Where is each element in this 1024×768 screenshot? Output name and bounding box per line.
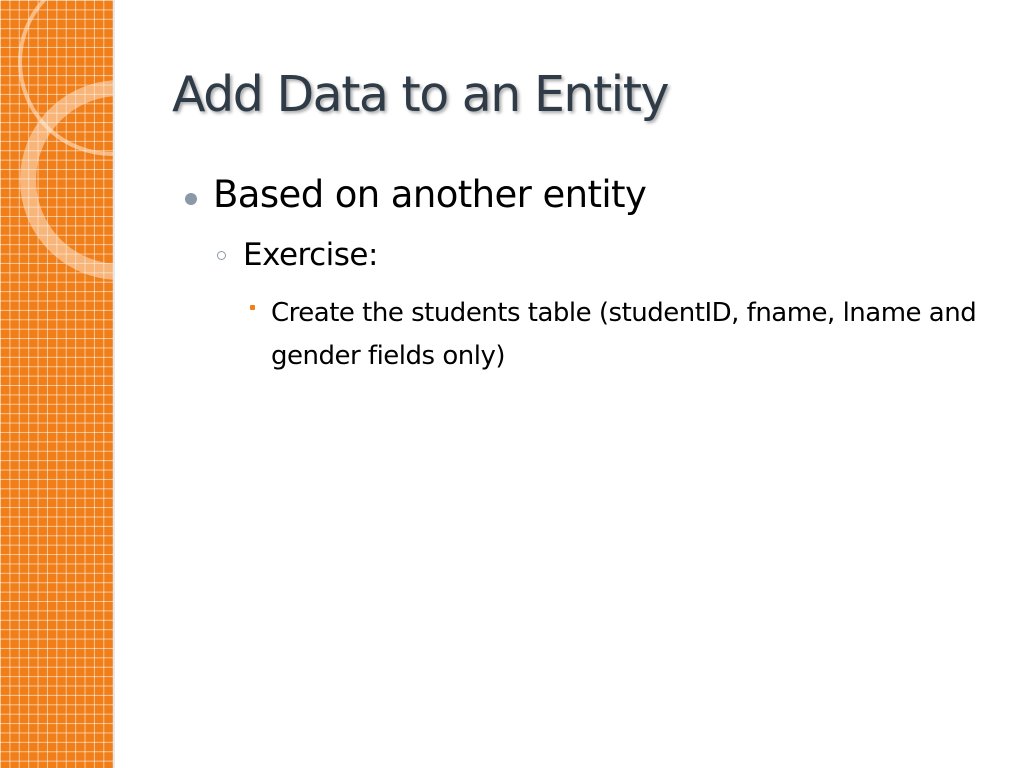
bullet-level-1: Based on another entity [213, 173, 647, 216]
filled-circle-bullet-icon [185, 193, 197, 205]
decorative-side-panel [0, 0, 113, 768]
small-square-bullet-icon [250, 305, 255, 310]
bullet-level-2: Exercise: [243, 237, 378, 273]
hollow-circle-bullet-icon [217, 251, 226, 260]
decorative-circles-graphic [0, 0, 113, 768]
panel-divider [113, 0, 115, 768]
slide-title: Add Data to an Entity [172, 66, 668, 123]
bullet-level-3: Create the students table (studentID, fname, lname and gender fields only) [271, 298, 977, 371]
